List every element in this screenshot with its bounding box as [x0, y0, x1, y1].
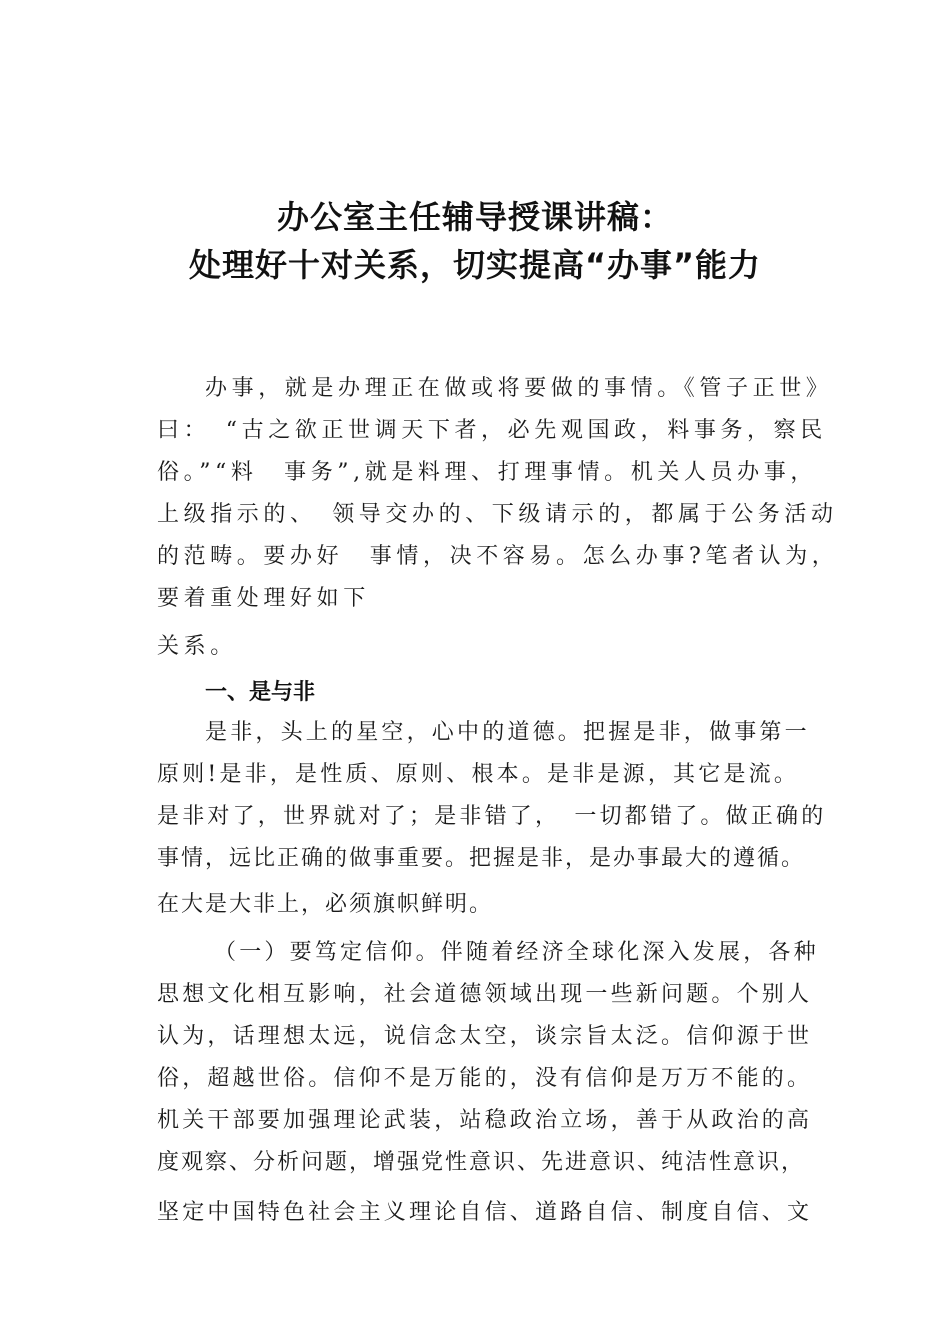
subsection-line: 度观察、分析问题，增强党性意识、先进意识、纯洁性意识， — [157, 1150, 806, 1175]
paragraph-line: 事情，远比正确的做事重要。把握是非，是办事最大的遵循。 — [157, 846, 806, 871]
intro-line: 关系。 — [157, 634, 237, 659]
subsection-line: 机关干部要加强理论武装，站稳政治立场，善于从政治的高 — [157, 1108, 813, 1133]
subsection-line: 认为，话理想太远，说信念太空，谈宗旨太泛。信仰源于世 — [157, 1024, 813, 1049]
intro-line: 上级指示的、 领导交办的、下级请示的，都属于公务活动 — [157, 502, 838, 527]
subsection-line: 坚定中国特色社会主义理论自信、道路自信、制度自信、文 — [157, 1200, 813, 1225]
subsection-line: 俗，超越世俗。信仰不是万能的，没有信仰是万万不能的。 — [157, 1066, 813, 1091]
intro-line: 办事，就是办理正在做或将要做的事情。《管子正世》 — [205, 376, 833, 401]
paragraph-line: 在大是大非上，必须旗帜鲜明。 — [157, 892, 494, 917]
document-title-line-1: 办公室主任辅导授课讲稿： — [276, 198, 673, 236]
document-title-line-2: 处理好十对关系，切实提高“办事”能力 — [188, 246, 762, 284]
intro-line: 曰： “古之欲正世调天下者，必先观国政，料事务，察民 — [157, 418, 827, 443]
paragraph-line: 是非对了，世界就对了；是非错了， 一切都错了。做正确的 — [157, 804, 827, 829]
paragraph-line: 原则!是非，是性质、原则、根本。是非是源，其它是流。 — [157, 762, 800, 787]
intro-line: 的范畴。要办好 事情，决不容易。怎么办事?笔者认为， — [157, 544, 839, 569]
paragraph-line: 是非，头上的星空，心中的道德。把握是非，做事第一 — [205, 720, 810, 745]
intro-line: 俗。”“料 事务”,就是料理、打理事情。机关人员办事， — [157, 460, 817, 485]
subsection-line: （一）要笃定信仰。伴随着经济全球化深入发展，各种 — [214, 940, 819, 965]
section-heading: 一、是与非 — [205, 680, 316, 705]
intro-line: 要着重处理好如下 — [157, 586, 370, 611]
subsection-line: 思想文化相互影响，社会道德领域出现一些新问题。个别人 — [157, 982, 813, 1007]
